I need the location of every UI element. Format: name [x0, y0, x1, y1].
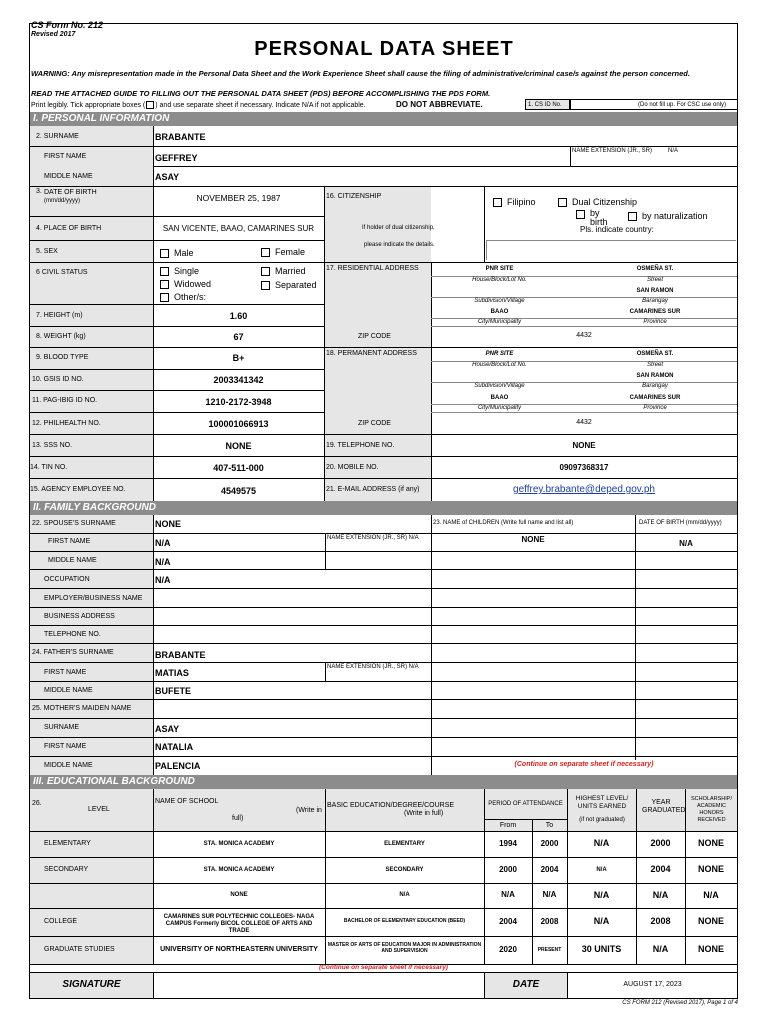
father-middle-value[interactable]: BUFETE: [155, 686, 191, 696]
citizenship-dual-option[interactable]: [558, 197, 637, 207]
children-label: 23. NAME of CHILDREN (Write full name and list all): [433, 520, 574, 526]
res-city-value[interactable]: BAAO: [490, 309, 509, 315]
print-note-a: Print legibly. Tick appropriate boxes (: [31, 101, 146, 109]
others-checkbox[interactable]: [160, 293, 169, 302]
res-subdivision-sub: Subdivision/Village: [474, 298, 525, 304]
father-first-label: FIRST NAME: [44, 669, 87, 676]
male-checkbox[interactable]: [160, 249, 169, 258]
height-label: 7. HEIGHT (m): [36, 312, 83, 319]
by-birth-text: by birth: [590, 208, 608, 227]
by-naturalization-checkbox[interactable]: [628, 212, 637, 221]
edu-row-course[interactable]: MASTER OF ARTS OF EDUCATION MAJOR IN ADMINISTRATION AND SUPERVISION: [327, 942, 482, 954]
civil-married-option[interactable]: [261, 266, 306, 276]
edu-row-year[interactable]: N/A: [652, 890, 669, 900]
edu-row-units[interactable]: 30 UNITS: [581, 944, 622, 954]
csc-use-note: (Do not fill up. For CSC use only): [638, 102, 727, 108]
citizenship-label: 16. CITIZENSHIP: [326, 193, 382, 200]
perm-house-sub: House/Block/Lot No.: [472, 362, 527, 368]
child-dob-label: DATE OF BIRTH (mm/dd/yyyy): [639, 520, 722, 526]
citizenship-note-1: If holder of dual citizenship,: [362, 225, 435, 231]
gsis-label: 10. GSIS ID NO.: [32, 376, 84, 383]
email-value[interactable]: geffrey.brabante@deped.gov.ph: [513, 484, 655, 495]
sss-value[interactable]: NONE: [225, 441, 252, 451]
edu-period-header: PERIOD OF ATTENDANCE: [488, 801, 563, 807]
female-text: Female: [275, 247, 306, 257]
middle-name-value[interactable]: ASAY: [155, 172, 180, 182]
gsis-value[interactable]: 2003341342: [213, 375, 264, 385]
res-barangay-sub: Barangay: [642, 298, 668, 304]
surname-label: 2. SURNAME: [36, 133, 79, 140]
edu-row-to[interactable]: 2004: [540, 865, 559, 874]
father-ext-label: NAME EXTENSION (JR., SR) N/A: [327, 664, 419, 670]
edu-row-honors[interactable]: NONE: [697, 916, 724, 926]
edu-row-year[interactable]: 2000: [650, 838, 671, 848]
res-city-sub: City/Municipality: [477, 319, 522, 325]
philhealth-label: 12. PHILHEALTH NO.: [32, 420, 101, 427]
print-note-b: ) and use separate sheet if necessary. Indicate N/A if not applicable.: [155, 101, 366, 109]
edu-row-units[interactable]: N/A: [593, 890, 610, 900]
filipino-checkbox[interactable]: [493, 198, 502, 207]
first-name-label: FIRST NAME: [44, 153, 87, 160]
male-text: Male: [174, 248, 194, 258]
perm-barangay-value[interactable]: SAN RAMON: [636, 373, 674, 379]
father-surname-label: 24. FATHER'S SURNAME: [32, 649, 114, 656]
civil-others-option[interactable]: [160, 292, 206, 302]
res-zip-label: ZIP CODE: [358, 333, 391, 340]
edu-row-to[interactable]: 2008: [540, 917, 559, 926]
mobile-value[interactable]: 09097368317: [559, 463, 609, 472]
philhealth-value[interactable]: 100001066913: [208, 419, 269, 429]
mother-first-value[interactable]: NATALIA: [155, 742, 194, 752]
edu-school-header-3: full): [232, 815, 244, 822]
telephone-value[interactable]: NONE: [572, 441, 596, 450]
separated-text: Separated: [275, 280, 317, 290]
residential-address-label: 17. RESIDENTIAL ADDRESS: [326, 265, 419, 272]
country-note: Pls. indicate country:: [580, 225, 654, 234]
date-value[interactable]: AUGUST 17, 2023: [623, 981, 682, 988]
education-continue-note: (Continue on separate sheet if necessary): [319, 964, 448, 971]
personal-right-label-column: [324, 186, 431, 501]
female-checkbox[interactable]: [261, 248, 270, 257]
section-family-background: II. FAMILY BACKGROUND: [30, 501, 737, 515]
citizenship-note-2: please indicate the details.: [364, 242, 435, 248]
mother-surname-label: SURNAME: [44, 724, 80, 731]
civil-status-label: 6 CIVIL STATUS: [36, 269, 88, 276]
civil-single-option[interactable]: [160, 266, 199, 276]
others-text: Other/s:: [174, 292, 207, 302]
spouse-surname-value[interactable]: NONE: [155, 519, 182, 529]
mother-middle-label: MIDDLE NAME: [44, 762, 93, 769]
edu-row-from[interactable]: 2020: [499, 945, 517, 954]
edu-row-from[interactable]: 2000: [499, 865, 517, 874]
res-barangay-value[interactable]: SAN RAMON: [636, 288, 674, 294]
edu-row-course[interactable]: N/A: [399, 892, 410, 898]
edu-row-to[interactable]: N/A: [542, 890, 557, 899]
edu-row-level: GRADUATE STUDIES: [44, 946, 115, 953]
father-first-value[interactable]: MATIAS: [155, 668, 189, 678]
dual-checkbox[interactable]: [558, 198, 567, 207]
edu-to-header: To: [545, 822, 554, 829]
mother-maiden-label: 25. MOTHER'S MAIDEN NAME: [32, 705, 132, 712]
name-extension-label: NAME EXTENSION (JR., SR): [572, 148, 653, 154]
no-abbreviate-note: DO NOT ABBREVIATE.: [396, 100, 483, 109]
section-personal-information: I. PERSONAL INFORMATION: [30, 112, 737, 126]
warning-text: WARNING: Any misrepresentation made in the Personal Data Sheet and the Work Experience Sheet shall cause the filing of administrative/criminal case/s against the person concerned.: [31, 69, 690, 78]
height-value[interactable]: 1.60: [229, 311, 248, 321]
edu-row-to[interactable]: 2000: [540, 839, 559, 848]
spouse-middle-label: MIDDLE NAME: [48, 557, 97, 564]
dob-format: (mm/dd/yyyy): [44, 198, 80, 204]
edu-row-from[interactable]: 2004: [499, 917, 517, 926]
by-naturalization-text: by naturalization: [642, 211, 708, 221]
mother-first-label: FIRST NAME: [44, 743, 87, 750]
edu-row-school[interactable]: CAMARINES SUR POLYTECHNIC COLLEGES- NAGA CAMPUS Formerly BICOL COLLEGE OF ARTS AND TRADE: [163, 914, 315, 934]
middle-name-label: MIDDLE NAME: [44, 173, 93, 180]
spouse-middle-value[interactable]: N/A: [155, 557, 171, 567]
res-zip-value[interactable]: 4432: [576, 332, 592, 339]
page-title: PERSONAL DATA SHEET: [254, 38, 514, 60]
edu-row-year[interactable]: N/A: [652, 944, 669, 954]
spouse-surname-label: 22. SPOUSE'S SURNAME: [32, 520, 116, 527]
perm-city-value[interactable]: BAAO: [490, 395, 509, 401]
family-continue-note: (Continue on separate sheet if necessary): [514, 761, 654, 768]
print-note: [31, 101, 366, 109]
mother-surname-value[interactable]: ASAY: [155, 724, 180, 734]
dual-text: Dual Citizenship: [572, 197, 638, 207]
children-value[interactable]: NONE: [521, 535, 545, 544]
edu-row-school[interactable]: UNIVERSITY OF NORTHEASTERN UNIVERSITY: [160, 946, 318, 953]
edu-row-from[interactable]: 1994: [499, 839, 517, 848]
spouse-first-value[interactable]: N/A: [155, 538, 171, 548]
agency-employee-value[interactable]: 4549575: [220, 486, 257, 496]
perm-street-sub: Street: [646, 362, 663, 368]
education-level-column: [30, 831, 153, 964]
edu-row-year[interactable]: 2008: [650, 916, 671, 926]
perm-street-value[interactable]: OSMEÑA ST.: [636, 351, 674, 357]
perm-zip-value[interactable]: 4432: [576, 419, 592, 426]
edu-row-year[interactable]: 2004: [650, 864, 671, 874]
perm-house-value[interactable]: PNR SITE: [485, 351, 514, 357]
perm-city-sub: City/Municipality: [477, 405, 522, 411]
signature-field[interactable]: [154, 973, 483, 998]
occupation-value[interactable]: N/A: [155, 575, 171, 585]
dob-label-num: 3.: [36, 188, 42, 195]
res-street-sub: Street: [646, 277, 663, 283]
edu-row-course[interactable]: BACHELOR OF ELEMENTARY EDUCATION (BEED): [343, 918, 466, 924]
dob-label: DATE OF BIRTH: [44, 189, 97, 196]
spouse-first-label: FIRST NAME: [48, 538, 91, 545]
dob-value[interactable]: NOVEMBER 25, 1987: [196, 193, 281, 203]
sex-female-option[interactable]: [261, 247, 305, 257]
edu-row-to[interactable]: PRESENT: [537, 947, 562, 953]
edu-from-header: From: [499, 822, 517, 829]
edu-row-level: ELEMENTARY: [44, 840, 91, 847]
civil-widowed-option[interactable]: [160, 279, 211, 289]
edu-row-course[interactable]: ELEMENTARY: [384, 841, 425, 847]
single-text: Single: [174, 266, 200, 276]
spouse-ext-label: NAME EXTENSION (JR., SR) N/A: [327, 535, 419, 541]
res-province-value[interactable]: CAMARINES SUR: [629, 309, 681, 315]
place-of-birth-label: 4. PLACE OF BIRTH: [36, 225, 102, 232]
single-checkbox[interactable]: [160, 267, 169, 276]
permanent-address-label: 18. PERMANENT ADDRESS: [326, 350, 417, 357]
pagibig-value[interactable]: 1210-2172-3948: [205, 397, 272, 407]
form-number: CS Form No. 212: [31, 20, 104, 30]
edu-school-header-2: (Write in: [296, 807, 322, 814]
child-dob-value[interactable]: N/A: [679, 539, 693, 548]
edu-school-header: NAME OF SCHOOL: [155, 798, 219, 805]
civil-separated-option[interactable]: [261, 280, 317, 290]
blood-type-value[interactable]: B+: [232, 353, 245, 363]
edu-row-honors[interactable]: NONE: [697, 864, 724, 874]
guide-text: READ THE ATTACHED GUIDE TO FILLING OUT THE PERSONAL DATA SHEET (PDS) BEFORE ACCOMPLISHING THE PDS FORM.: [31, 89, 491, 98]
place-of-birth-value[interactable]: SAN VICENTE, BAAO, CAMARINES SUR: [162, 224, 315, 233]
edu-row-honors[interactable]: N/A: [703, 890, 719, 900]
edu-honors-header: SCHOLARSHIP/ ACADEMIC HONORS RECEIVED: [691, 796, 732, 823]
filipino-text: Filipino: [507, 197, 536, 207]
father-surname-value[interactable]: BRABANTE: [155, 650, 206, 660]
by-birth-checkbox[interactable]: [576, 210, 585, 219]
edu-row-honors[interactable]: NONE: [697, 944, 724, 954]
cs-id-label: 1. CS ID No.: [528, 102, 562, 108]
edu-level-header: LEVEL: [88, 806, 110, 813]
mother-middle-value[interactable]: PALENCIA: [155, 761, 201, 771]
name-extension-value[interactable]: N/A: [668, 148, 679, 154]
edu-row-level: COLLEGE: [44, 918, 78, 925]
signature-label: SIGNATURE: [62, 979, 121, 990]
mobile-label: 20. MOBILE NO.: [326, 464, 379, 471]
employer-label: EMPLOYER/BUSINESS NAME: [44, 595, 143, 602]
weight-label: 8. WEIGHT (kg): [36, 333, 86, 340]
tin-value[interactable]: 407-511-000: [213, 463, 264, 473]
business-address-label: BUSINESS ADDRESS: [44, 613, 115, 620]
perm-province-value[interactable]: CAMARINES SUR: [629, 395, 681, 401]
email-label: 21. E-MAIL ADDRESS (if any): [326, 486, 420, 493]
sss-label: 13. SSS NO.: [32, 442, 73, 449]
edu-row-honors[interactable]: NONE: [697, 838, 724, 848]
edu-units-header: HIGHEST LEVEL/ UNITS EARNED: [575, 795, 629, 810]
edu-row-school[interactable]: STA. MONICA ACADEMY: [203, 867, 275, 873]
res-house-sub: House/Block/Lot No.: [472, 277, 527, 283]
edu-row-units[interactable]: N/A: [596, 867, 607, 873]
edu-row-school[interactable]: NONE: [230, 892, 248, 898]
edu-num: 26.: [32, 800, 42, 807]
form-revision: Revised 2017: [31, 31, 76, 38]
edu-row-school[interactable]: STA. MONICA ACADEMY: [203, 841, 275, 847]
spouse-telephone-label: TELEPHONE NO.: [44, 631, 101, 638]
occupation-label: OCCUPATION: [44, 576, 90, 583]
married-text: Married: [275, 266, 306, 276]
edu-units-header-2: (if not graduated): [579, 817, 625, 823]
telephone-label: 19. TELEPHONE NO.: [326, 442, 395, 449]
family-label-column: [30, 515, 153, 775]
widowed-text: Widowed: [174, 279, 212, 289]
widowed-checkbox[interactable]: [160, 280, 169, 289]
first-name-value[interactable]: GEFFREY: [155, 153, 198, 163]
tin-label: 14. TIN NO.: [30, 464, 68, 471]
res-province-sub: Province: [643, 319, 667, 325]
perm-subdivision-sub: Subdivision/Village: [474, 383, 525, 389]
perm-zip-label: ZIP CODE: [358, 420, 391, 427]
date-label: DATE: [512, 979, 540, 990]
blood-type-label: 9. BLOOD TYPE: [36, 354, 89, 361]
res-house-value[interactable]: PNR SITE: [485, 266, 514, 272]
weight-value[interactable]: 67: [233, 332, 244, 342]
section-educational-background: III. EDUCATIONAL BACKGROUND: [30, 775, 737, 789]
edu-course-header-2: (Write in full): [404, 810, 444, 817]
edu-row-level: SECONDARY: [44, 866, 89, 873]
father-middle-label: MIDDLE NAME: [44, 687, 93, 694]
sex-male-option[interactable]: [160, 248, 194, 258]
surname-value[interactable]: BRABANTE: [155, 132, 206, 142]
edu-row-units[interactable]: N/A: [593, 838, 610, 848]
edu-course-header: BASIC EDUCATION/DEGREE/COURSE: [327, 802, 455, 809]
edu-row-course[interactable]: SECONDARY: [385, 867, 424, 873]
pagibig-label: 11. PAG-IBIG ID NO.: [32, 397, 98, 404]
agency-employee-label: 15. AGENCY EMPLOYEE NO.: [30, 486, 126, 493]
tick-sample-checkbox: [146, 101, 154, 109]
citizenship-filipino-option[interactable]: [493, 197, 536, 207]
edu-row-units[interactable]: N/A: [593, 916, 610, 926]
perm-province-sub: Province: [643, 405, 667, 411]
res-street-value[interactable]: OSMEÑA ST.: [636, 266, 674, 272]
sex-label: 5. SEX: [36, 248, 58, 255]
edu-year-header: YEAR GRADUATED: [642, 799, 686, 814]
footer-form-note: CS FORM 212 (Revised 2017), Page 1 of 4: [622, 1000, 738, 1006]
separated-checkbox[interactable]: [261, 281, 270, 290]
married-checkbox[interactable]: [261, 267, 270, 276]
edu-row-from[interactable]: N/A: [501, 890, 515, 899]
perm-barangay-sub: Barangay: [642, 383, 668, 389]
dual-by-naturalization-option[interactable]: [628, 211, 708, 221]
